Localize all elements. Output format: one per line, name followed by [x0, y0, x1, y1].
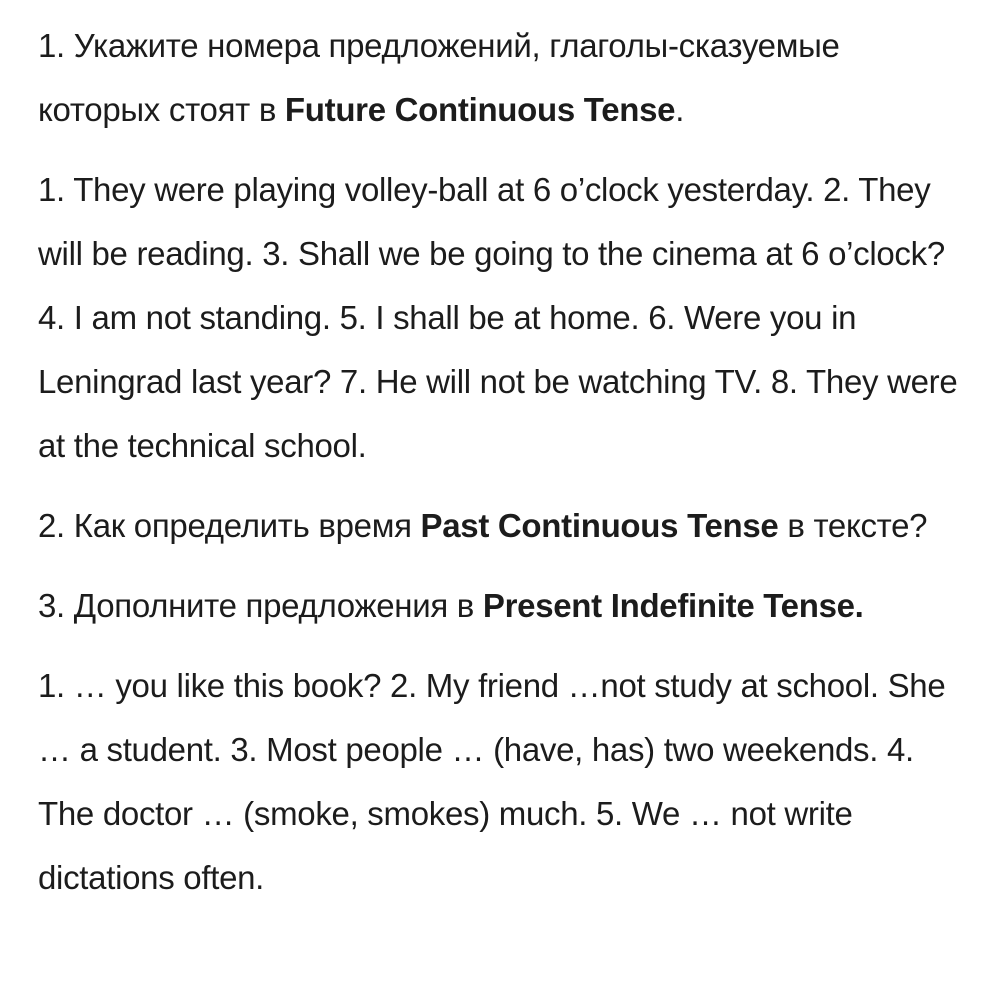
question-1-tense: Future Continuous Tense — [284, 91, 676, 128]
exercise-1-sentences: 1. They were playing volley-ball at 6 o’clock yesterday. 2. They will be reading. 3. Shall we be going to the cinema at 6 o’clock? 4. I am not standing. 5. I shall be at home. 6. Were you in Leningrad last year? 7. He will not be watching TV. 8. They were at the technical school. — [38, 171, 958, 464]
question-2 — [38, 494, 968, 558]
exercise-3-sentences: 1. … you like this book? 2. My friend …not study at school. She … a student. 3. Most people … (have, has) two weekends. 4. The doctor … (smoke, smokes) much. 5. We … not write dictations often. — [38, 667, 946, 896]
question-1 — [38, 14, 968, 142]
question-2-tense: Past Continuous Tense — [420, 507, 779, 544]
question-3 — [38, 574, 968, 638]
question-2-suffix: в тексте? — [778, 507, 928, 544]
question-3-text: 3. Дополните предложения в — [38, 587, 483, 624]
exercise-document — [38, 14, 968, 910]
question-3-tense: Present Indefinite Tense. — [482, 587, 864, 624]
question-1-text: 1. Укажите номера предложений, глаголы-сказуемые которых стоят в — [38, 27, 840, 128]
question-2-text: 2. Как определить время — [38, 507, 421, 544]
question-1-suffix: . — [675, 91, 685, 128]
